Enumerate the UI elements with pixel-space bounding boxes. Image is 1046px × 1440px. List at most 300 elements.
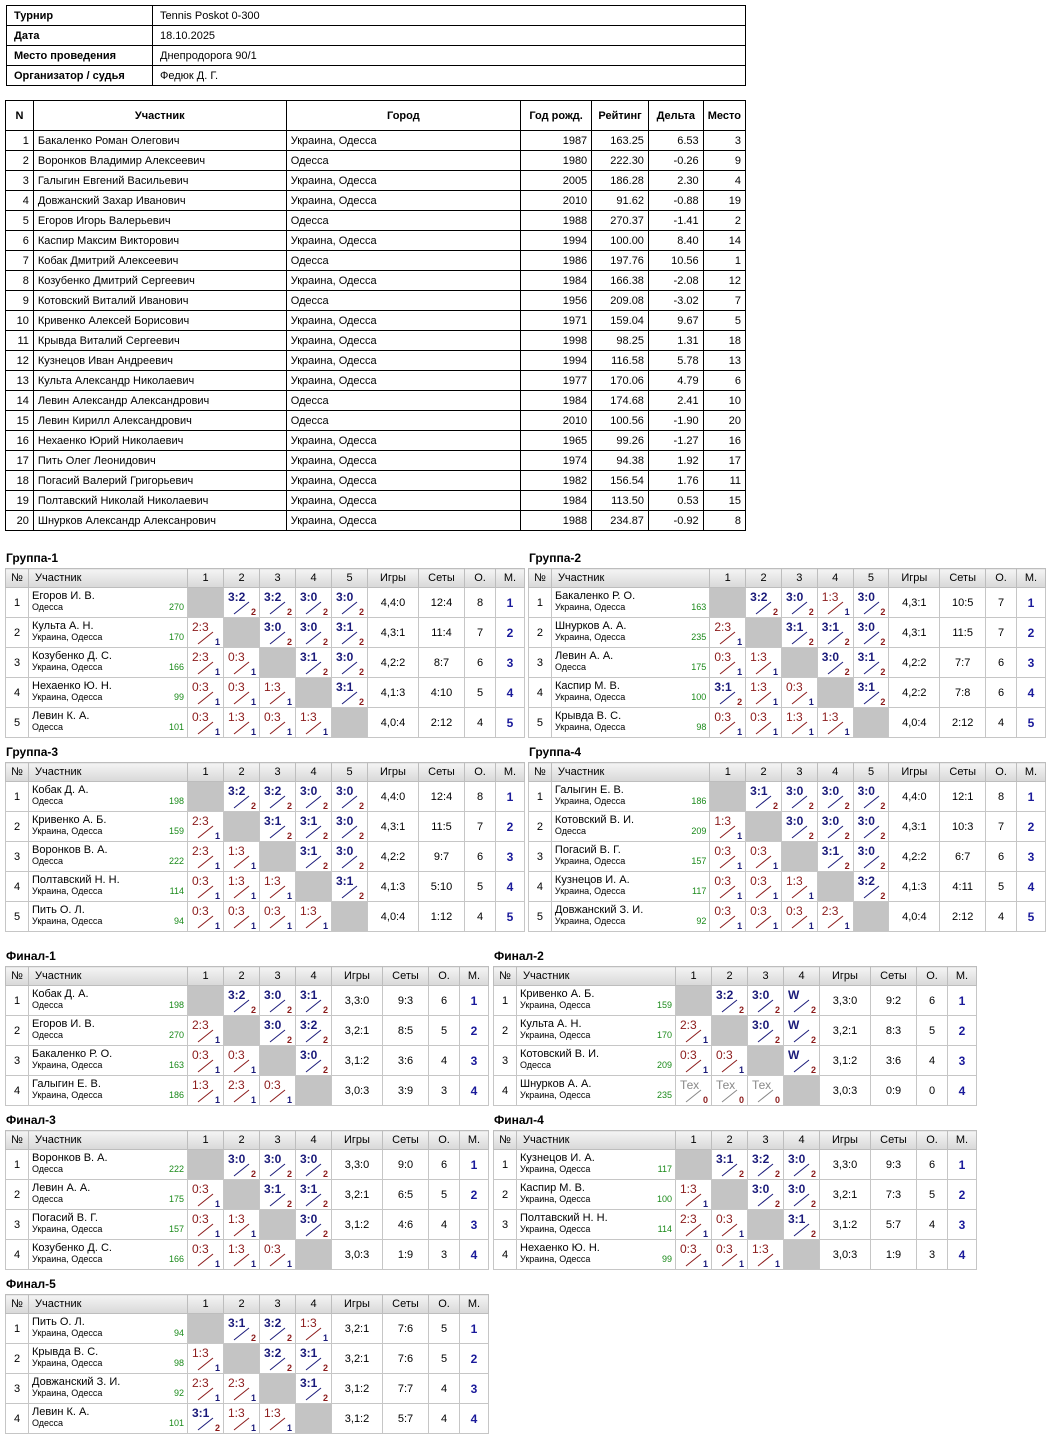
table-cell: Каспир Максим Викторович <box>33 231 286 251</box>
self-match-cell <box>676 986 712 1016</box>
match-points: 2 <box>737 697 743 707</box>
participant-name: Левин А. А. <box>554 650 614 662</box>
result-slash-icon <box>755 691 772 705</box>
match-points: 2 <box>880 801 886 811</box>
match-score: 0:3 <box>192 1182 209 1196</box>
table-cell: 209.08 <box>592 291 649 311</box>
result-slash-icon <box>305 1059 322 1073</box>
points-stat: 4 <box>429 1210 460 1240</box>
sets-stat: 7:7 <box>940 648 986 678</box>
match-points: 2 <box>322 1363 328 1373</box>
result-slash-icon <box>197 885 214 899</box>
result-slash-icon <box>197 691 214 705</box>
table-cell: Одесса <box>286 251 520 271</box>
group-col-header: М. <box>460 1131 489 1150</box>
match-score: 0:3 <box>750 844 767 858</box>
result-slash-icon <box>233 1253 250 1267</box>
result-slash-icon <box>827 661 844 675</box>
result-slash-icon <box>757 1029 774 1043</box>
table-cell: 5 <box>703 311 745 331</box>
match-result-cell <box>781 678 817 708</box>
result-slash-icon <box>305 795 322 809</box>
match-result-cell <box>296 1210 332 1240</box>
place-stat: 5 <box>496 708 525 738</box>
match-points: 2 <box>772 801 778 811</box>
sets-stat: 9:3 <box>383 986 429 1016</box>
participant-city: Одесса <box>554 662 587 672</box>
participant-city: Украина, Одесса <box>32 662 103 672</box>
participant-cell <box>29 1076 188 1106</box>
result-slash-icon <box>305 915 322 929</box>
match-result-cell <box>746 708 782 738</box>
group-row <box>6 588 525 618</box>
match-score: 3:2 <box>264 784 282 798</box>
row-number: 1 <box>529 782 552 812</box>
match-points: 2 <box>774 1199 780 1209</box>
match-points: 2 <box>844 861 850 871</box>
tournament-info-table <box>6 5 746 86</box>
points-stat: 3 <box>429 1240 460 1270</box>
match-points: 2 <box>810 1005 816 1015</box>
match-points: 2 <box>774 1035 780 1045</box>
result-slash-icon <box>305 1357 322 1371</box>
games-stat: 3,3:0 <box>332 986 383 1016</box>
match-points: 1 <box>214 861 220 871</box>
participant-cell <box>29 872 188 902</box>
sets-stat: 12:4 <box>419 782 465 812</box>
match-points: 2 <box>358 801 364 811</box>
match-score: 0:3 <box>785 680 803 694</box>
participant-cell <box>517 1150 676 1180</box>
match-result-cell <box>188 708 224 738</box>
match-score: W <box>788 1048 800 1062</box>
group-row <box>6 782 525 812</box>
match-result-cell <box>224 1374 260 1404</box>
match-points: 1 <box>808 891 814 901</box>
participant-name: Довжанский З. И. <box>554 904 644 916</box>
result-slash-icon <box>791 915 808 929</box>
match-score: 3:0 <box>264 1152 282 1166</box>
place-stat: 3 <box>496 842 525 872</box>
self-match-cell <box>224 1016 260 1046</box>
games-stat: 3,1:2 <box>820 1210 871 1240</box>
result-slash-icon <box>233 1059 250 1073</box>
match-score: 2:3 <box>192 620 209 634</box>
participant-name: Воронков В. А. <box>32 844 108 856</box>
table-row <box>6 191 746 211</box>
match-points: 2 <box>250 1169 256 1179</box>
match-score: 3:1 <box>821 844 840 858</box>
participant-rating: 101 <box>168 722 184 732</box>
participant-cell <box>551 708 709 738</box>
match-score: 1:3 <box>264 1406 281 1420</box>
participant-name: Культа А. Н. <box>32 620 94 632</box>
table-cell: Одесса <box>286 211 520 231</box>
match-score: 3:0 <box>300 1152 318 1166</box>
match-score: 3:2 <box>228 988 246 1002</box>
match-result-cell <box>676 1180 712 1210</box>
points-stat: 8 <box>986 782 1017 812</box>
group-row <box>529 678 1046 708</box>
table-cell: Кривенко Алексей Борисович <box>33 311 286 331</box>
match-points: 2 <box>774 1005 780 1015</box>
match-points: 2 <box>880 667 886 677</box>
match-points: 1 <box>738 1229 744 1239</box>
match-score: 3:0 <box>857 814 875 828</box>
table-cell: 11 <box>6 331 34 351</box>
participant-rating: 98 <box>696 722 707 732</box>
match-points: 2 <box>286 1363 292 1373</box>
sets-stat: 7:3 <box>871 1180 917 1210</box>
match-points: 1 <box>250 1065 256 1075</box>
match-result-cell <box>188 1046 224 1076</box>
place-stat: 4 <box>1016 678 1045 708</box>
points-stat: 7 <box>465 812 496 842</box>
match-result-cell <box>224 1046 260 1076</box>
row-number: 1 <box>6 1314 29 1344</box>
participant-cell <box>551 902 709 932</box>
match-score: 3:0 <box>821 784 840 798</box>
match-points: 1 <box>772 861 778 871</box>
group-row <box>6 1240 489 1270</box>
match-result-cell <box>296 902 332 932</box>
match-points: 2 <box>358 637 364 647</box>
participant-name: Полтавский Н. Н. <box>520 1212 608 1224</box>
table-cell: -3.02 <box>648 291 703 311</box>
result-slash-icon <box>791 691 808 705</box>
match-points: 1 <box>737 667 743 677</box>
row-number: 4 <box>6 1404 29 1434</box>
participant-city: Украина, Одесса <box>520 1194 591 1204</box>
participant-city: Украина, Одесса <box>520 1030 591 1040</box>
group-col-header: № <box>6 763 29 782</box>
match-points: 1 <box>214 921 220 931</box>
match-result-cell <box>710 648 746 678</box>
group-col-header: Сеты <box>419 763 465 782</box>
group-row <box>6 1180 489 1210</box>
match-score: 3:0 <box>336 650 354 664</box>
group-col-header: М. <box>496 569 525 588</box>
match-score: 1:3 <box>821 590 839 604</box>
self-match-cell <box>332 708 368 738</box>
points-stat: 4 <box>465 902 496 932</box>
match-points: 2 <box>286 1199 292 1209</box>
points-stat: 4 <box>917 1210 948 1240</box>
place-stat: 4 <box>948 1076 977 1106</box>
participant-city: Украина, Одесса <box>554 916 626 926</box>
participant-rating: 209 <box>691 826 707 836</box>
participant-name: Кобак Д. А. <box>32 784 89 796</box>
table-cell: 100.56 <box>592 411 649 431</box>
result-slash-icon <box>269 1029 286 1043</box>
table-cell: 1971 <box>520 311 591 331</box>
match-result-cell <box>296 618 332 648</box>
participant-cell <box>29 678 188 708</box>
label-date: Дата <box>7 26 153 46</box>
result-slash-icon <box>721 1089 738 1103</box>
table-cell: Бакаленко Роман Олегович <box>33 131 286 151</box>
table-cell: 19 <box>6 491 34 511</box>
sets-stat: 3:6 <box>383 1046 429 1076</box>
match-result-cell <box>817 902 853 932</box>
match-points: 1 <box>844 921 850 931</box>
table-row <box>6 291 746 311</box>
self-match-cell <box>188 588 224 618</box>
table-cell: Одесса <box>286 411 520 431</box>
group-col-header: Участник <box>29 763 188 782</box>
result-slash-icon <box>305 855 322 869</box>
match-score: 3:0 <box>336 784 354 798</box>
group-row <box>494 1180 977 1210</box>
table-cell: 7 <box>703 291 745 311</box>
col-header-delta: Дельта <box>648 101 703 131</box>
participant-name: Пить О. Л. <box>32 904 85 916</box>
match-result-cell <box>710 812 746 842</box>
match-result-cell <box>260 1180 296 1210</box>
match-score: 0:3 <box>192 874 209 888</box>
participant-name: Козубенко Д. С. <box>32 1242 112 1254</box>
match-score: 0:3 <box>680 1242 697 1256</box>
table-cell: Украина, Одесса <box>286 271 520 291</box>
match-points: 1 <box>250 861 256 871</box>
match-score: 0:3 <box>228 1048 245 1062</box>
match-result-cell <box>260 678 296 708</box>
match-points: 1 <box>214 1035 220 1045</box>
group-col-header: Игры <box>820 967 871 986</box>
match-result-cell <box>260 588 296 618</box>
match-result-cell <box>260 986 296 1016</box>
table-cell: 186.28 <box>592 171 649 191</box>
match-points: 2 <box>322 801 328 811</box>
place-stat: 5 <box>1017 902 1046 932</box>
sets-stat: 12:1 <box>940 782 986 812</box>
row-number: 4 <box>529 872 552 902</box>
table-row <box>6 391 746 411</box>
match-result-cell <box>188 1240 224 1270</box>
participant-cell <box>29 1210 188 1240</box>
table-row <box>6 511 746 531</box>
match-score: 3:0 <box>300 1212 318 1226</box>
table-cell: Шнурков Александр Алексанрович <box>33 511 286 531</box>
match-points: 1 <box>214 1065 220 1075</box>
match-points: 2 <box>738 1169 744 1179</box>
match-points: 1 <box>214 697 220 707</box>
participant-name: Кобак Д. А. <box>32 988 89 1000</box>
table-cell: 116.58 <box>592 351 649 371</box>
group-table <box>493 1130 977 1270</box>
sets-stat: 4:11 <box>940 872 986 902</box>
place-stat: 4 <box>460 1076 489 1106</box>
result-slash-icon <box>197 855 214 869</box>
table-cell: Котовский Виталий Иванович <box>33 291 286 311</box>
games-stat: 3,3:0 <box>820 986 871 1016</box>
self-match-cell <box>712 1016 748 1046</box>
result-slash-icon <box>755 915 772 929</box>
participant-name: Нехаенко Ю. Н. <box>32 680 112 692</box>
participant-city: Украина, Одесса <box>554 886 626 896</box>
group-row <box>6 986 489 1016</box>
result-slash-icon <box>197 1417 214 1431</box>
match-points: 1 <box>250 1423 256 1433</box>
group-col-header: О. <box>986 569 1017 588</box>
table-cell: 8 <box>6 271 34 291</box>
match-score: 3:0 <box>857 784 875 798</box>
games-stat: 4,0:4 <box>889 708 940 738</box>
sets-stat: 3:6 <box>871 1046 917 1076</box>
match-result-cell <box>188 872 224 902</box>
match-points: 1 <box>322 727 328 737</box>
place-stat: 4 <box>496 678 525 708</box>
table-cell: 13 <box>703 351 745 371</box>
participant-name: Левин А. А. <box>32 1182 91 1194</box>
match-score: 3:1 <box>300 650 318 664</box>
sets-stat: 11:4 <box>419 618 465 648</box>
points-stat: 5 <box>986 872 1017 902</box>
participant-cell <box>29 1374 188 1404</box>
participant-name: Левин К. А. <box>32 710 90 722</box>
match-result-cell <box>853 588 889 618</box>
participant-city: Одесса <box>32 602 64 612</box>
group-col-header: Игры <box>889 763 940 782</box>
match-score: 1:3 <box>228 710 245 724</box>
games-stat: 3,2:1 <box>332 1314 383 1344</box>
match-result-cell <box>188 1210 224 1240</box>
table-row <box>6 431 746 451</box>
match-score: 1:3 <box>785 710 803 724</box>
match-result-cell <box>332 812 368 842</box>
match-points: 1 <box>250 1259 256 1269</box>
match-result-cell <box>710 842 746 872</box>
table-cell: 2.41 <box>648 391 703 411</box>
table-row <box>6 251 746 271</box>
match-score: 0:3 <box>264 1242 281 1256</box>
participant-rating: 235 <box>691 632 707 642</box>
row-number: 2 <box>494 1016 517 1046</box>
group-col-header: № <box>494 1131 517 1150</box>
match-score: 3:1 <box>264 1182 282 1196</box>
table-cell: 1984 <box>520 271 591 291</box>
participant-cell <box>551 842 709 872</box>
participant-name: Шнурков А. А. <box>520 1078 592 1090</box>
table-cell: -1.90 <box>648 411 703 431</box>
games-stat: 3,0:3 <box>820 1076 871 1106</box>
match-result-cell <box>260 1150 296 1180</box>
result-slash-icon <box>721 1163 738 1177</box>
match-points: 1 <box>702 1199 708 1209</box>
group-title: Группа-2 <box>529 551 582 565</box>
participant-rating: 186 <box>168 1090 184 1100</box>
match-result-cell <box>188 1344 224 1374</box>
match-score: 3:0 <box>788 1182 806 1196</box>
participant-city: Украина, Одесса <box>32 1224 103 1234</box>
participant-rating: 157 <box>691 856 707 866</box>
match-score: 2:3 <box>192 650 209 664</box>
match-result-cell <box>781 902 817 932</box>
group-col-header: Участник <box>29 1131 188 1150</box>
match-result-cell <box>296 708 332 738</box>
table-cell: Галыгин Евгений Васильевич <box>33 171 286 191</box>
group-col-header: М. <box>1017 763 1046 782</box>
participant-name: Котовский В. И. <box>520 1048 600 1060</box>
row-number: 3 <box>6 1210 29 1240</box>
table-cell: 234.87 <box>592 511 649 531</box>
games-stat: 4,1:3 <box>368 678 419 708</box>
match-result-cell <box>676 1046 712 1076</box>
result-slash-icon <box>863 825 880 839</box>
sets-stat: 12:4 <box>419 588 465 618</box>
match-score: 3:2 <box>264 1346 282 1360</box>
result-slash-icon <box>863 795 880 809</box>
participant-name: Крывда В. С. <box>554 710 622 722</box>
games-stat: 3,1:2 <box>332 1210 383 1240</box>
self-match-cell <box>817 678 853 708</box>
match-score: Тех <box>752 1078 772 1092</box>
match-points: 2 <box>322 1229 328 1239</box>
sets-stat: 8:5 <box>383 1016 429 1046</box>
group-col-header: М. <box>948 1131 977 1150</box>
points-stat: 6 <box>986 648 1017 678</box>
place-stat: 2 <box>460 1344 489 1374</box>
points-stat: 5 <box>429 1344 460 1374</box>
match-points: 1 <box>738 1259 744 1269</box>
result-slash-icon <box>305 601 322 615</box>
match-score: 0:3 <box>264 710 281 724</box>
row-number: 3 <box>529 842 552 872</box>
participant-name: Бакаленко Р. О. <box>554 590 636 602</box>
row-number: 2 <box>6 1016 29 1046</box>
match-points: 2 <box>286 1035 292 1045</box>
group-title: Финал-3 <box>6 1113 56 1127</box>
self-match-cell <box>784 1240 820 1270</box>
result-slash-icon <box>197 661 214 675</box>
group-col-header: № <box>6 569 29 588</box>
table-cell: Одесса <box>286 391 520 411</box>
group-table <box>5 762 525 932</box>
match-points: 2 <box>810 1199 816 1209</box>
group-col-header: 1 <box>188 1295 224 1314</box>
table-cell: 1984 <box>520 391 591 411</box>
match-result-cell <box>710 678 746 708</box>
participant-city: Одесса <box>32 722 64 732</box>
table-cell: 98.25 <box>592 331 649 351</box>
table-cell: 6 <box>6 231 34 251</box>
place-stat: 1 <box>460 1150 489 1180</box>
match-score: 3:1 <box>300 844 318 858</box>
table-cell: 1982 <box>520 471 591 491</box>
match-points: 1 <box>844 727 850 737</box>
table-row <box>6 471 746 491</box>
group-col-header: Участник <box>29 967 188 986</box>
table-cell: Украина, Одесса <box>286 311 520 331</box>
points-stat: 8 <box>465 588 496 618</box>
match-score: 3:0 <box>752 988 770 1002</box>
match-result-cell <box>260 1404 296 1434</box>
match-points: 2 <box>774 1169 780 1179</box>
group-row <box>6 1210 489 1240</box>
group-col-header: 3 <box>260 967 296 986</box>
participant-name: Полтавский Н. Н. <box>32 874 120 886</box>
result-slash-icon <box>269 631 286 645</box>
result-slash-icon <box>305 825 322 839</box>
games-stat: 4,1:3 <box>368 872 419 902</box>
group-col-header: 3 <box>260 1295 296 1314</box>
participant-name: Пить О. Л. <box>32 1316 85 1328</box>
sets-stat: 11:5 <box>419 812 465 842</box>
group-row <box>494 1210 977 1240</box>
match-result-cell <box>853 648 889 678</box>
participant-city: Одесса <box>32 1030 64 1040</box>
participant-cell <box>551 678 709 708</box>
